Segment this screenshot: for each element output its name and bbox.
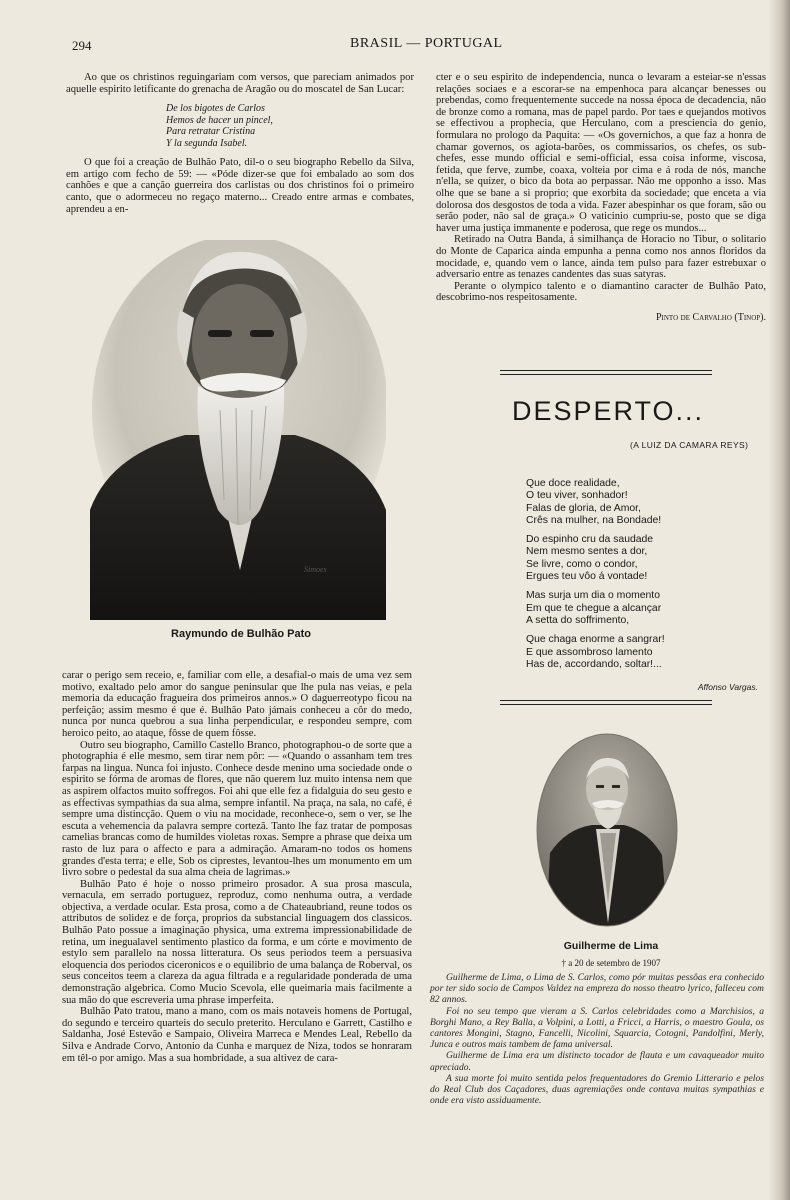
paragraph: Guilherme de Lima, o Lima de S. Carlos, como pór muitas pessôas era conhecido por ter sido socio de Campos Valdez na empreza do nosso theatro lyrico, falleceu com 82 annos. xyxy=(430,972,764,1006)
paragraph: Outro seu biographo, Camillo Castello Branco, photographou-o de sorte que a photographia é elle mesmo, sem tirar nem pôr: — «Quando o assanham tem tres farpas na lingua. Nunca foi injusto. Conhece desde menino uma sociedade onde o espirito se fórma de aromas de flores, que não querem luz muito intensa nem que as aspirem olfactos muito soffregos. Foi ahi que elle fez a fidalguia do seu gesto e as effectivas sympathias da sua alma, sempre infantil. Na praça, na sala, no café, é sempre uma distincção. Quem o viu na mocidade, reconhece-o, sem o ver, se lhe escuta a vehemencia da palavra sempre cortezã. Tanto lhe faz tratar de pomposas camelias brancas como de humildes violetas roxas. Sempre a phrase que deixa um rasto de luz para o affecto e para a admiração. Amaram-no todos os homens grandes d'esta terra; e elle, Sob os ciprestes, levantou-lhes um monumento em um livro sobre o pedestal da sua alma cheia de lagrimas.» xyxy=(62,739,412,879)
poem-line: Que chaga enorme a sangrar! xyxy=(526,634,665,646)
photo-guilherme-de-lima xyxy=(536,733,678,927)
poem-line: Em que te chegue a alcançar xyxy=(526,602,662,614)
poem-line: A setta do soffrimento, xyxy=(526,614,630,626)
poem-title: DESPERTO... xyxy=(512,396,705,426)
right-column-top xyxy=(436,72,766,323)
paragraph: Ao que os christinos reguingariam com versos, que pareciam animados por aquelle espirito letificante do grenacha de Aragão ou do moscatel de San Lucar: xyxy=(66,72,414,95)
page-number: 294 xyxy=(72,38,92,53)
spanish-verse xyxy=(166,103,414,149)
paragraph: Bulhão Pato tratou, mano a mano, com os mais notaveis homens de Portugal, do segundo e terceiro quarteis do seculo preterito. Herculano e Garrett, Castilho e Saldanha, José Estevão e Sampaio, Oliveira Marreca e Mendes Leal, Rebello da Silva e Andrade Corvo, Antonio da Cunha e marquez de Niza, todos se honraram em têl-o por amigo. Mas a sua hombridade, a sua altivez de cara- xyxy=(62,1006,412,1064)
obituary-date: † a 20 de setembro de 1907 xyxy=(561,958,661,968)
poem-stanza xyxy=(526,634,756,671)
poem-body xyxy=(526,478,756,678)
left-column-bottom xyxy=(62,670,412,1064)
poem-line: Nem mesmo sentes a dor, xyxy=(526,546,648,558)
portrait-caption: Raymundo de Bulhão Pato xyxy=(171,628,311,640)
section-divider xyxy=(500,370,712,375)
poem-author: Affonso Vargas. xyxy=(697,682,758,692)
poem-line: Crês na mulher, na Bondade! xyxy=(526,514,662,526)
poem-stanza xyxy=(526,534,756,583)
verse-line: De los bigotes de Carlos xyxy=(166,103,265,115)
poem-stanza xyxy=(526,478,756,527)
poem-line: Falas de gloria, de Amor, xyxy=(526,502,641,514)
obituary-name: Guilherme de Lima xyxy=(563,940,659,952)
poem-line: Que doce realidade, xyxy=(526,478,620,489)
running-title: BRASIL — PORTUGAL xyxy=(350,36,503,51)
poem-line: E que assombroso lamento xyxy=(526,646,653,658)
poem-line: O teu viver, sonhador! xyxy=(526,490,628,502)
section-divider xyxy=(500,700,712,705)
verse-line: Hemos de hacer un pincel, xyxy=(166,114,273,126)
svg-text:Simoes: Simoes xyxy=(304,565,327,574)
paragraph: carar o perigo sem receio, e, familiar com elle, a desafial-o mais de uma vez sem motivo, exaltado pelo amor do sangue peninsular que lhe pula nas veias, e pela memoria da educação fragueira dos primeiros annos.» O daguerreotypo ficou na perfeição; assim mesmo é que é. Bulhão Pato jámais conheceu a côr do medo, nunca por nunca quebrou a sua linha perpendicular, e respondeu sempre, com heroico peito, ao ataque, fôsse de quem fôsse. xyxy=(62,670,412,739)
verse-line: Para retratar Cristina xyxy=(166,126,256,138)
poem-line: Do espinho cru da saudade xyxy=(526,534,654,546)
page-header xyxy=(72,36,762,56)
paragraph: cter e o seu espirito de independencia, nunca o levaram a esteiar-se n'essas relações sociaes e a escorar-se na empenhoca para alcançar benesses ou prebendas, como frequentemente succede na nossa época de decadencia, não de bronze como a romana, mas de papel pardo. Por taes e quejandos motivos se effectivou a prophecia, que Herculano, com a presciencia do genio, formulara no prologo da Paquita: — «Os governichos, a que faz a honra de chamar governos, os agiota-barões, os commissarios, os chefes, os sub-chefes, esse mundo official e semi-official, essa coisa informe, viscosa, fetida, que ferve, zumbe, coaxa, volteia por cima e á roda de nós, manche n'ella, se quizer, o bico da bota ao perpassar. Não me opponho a isso. Mas olhe que se bane a si proprio; que exorbita da sociedade; que enceta a via dolorosa dos desgostos de toda a vida. Fazer abespinhar os que foram, são ou serão poder, não sal de graça.» O vaticinio cumpriu-se, posto que se diga haver uma justiça immanente e poderosa, que rege os mundos... xyxy=(436,72,766,234)
paragraph: Perante o olympico talento e o diamantino caracter de Bulhão Pato, descobrimo-nos respeitosamente. xyxy=(436,280,766,304)
paragraph: A sua morte foi muito sentida pelos frequentadores do Gremio Litterario e pelos do Real Club dos Caçadores, duas agremiações onde contava muitas sympathias e onde era visto assiduamente. xyxy=(430,1072,764,1107)
verse-line: Y la segunda Isabel. xyxy=(166,137,248,149)
poem-line: Mas surja um dia o momento xyxy=(526,590,660,602)
paragraph: Bulhão Pato é hoje o nosso primeiro prosador. A sua prosa mascula, vernacula, em serrado portuguez, reproduz, como nenhuma outra, a verdade objectiva, a verdade ocular. Esta prosa, como a de Chateaubriand, reune todos os attributos de solidez e de força, proprios da substancial linguagem dos classicos. Bulhão Pato possue a imaginação physica, uma extrema impressionabilidade de retina, um inegualavel sentimento plastico da forma, e um córte e movimento de estylo sem parallelo na nossa litteratura. Os seus periodos teem a persuasiva eloquencia dos periodos ciceronicos e o equilibrio de uma balança de Roberval, os seus conceitos teem a clareza da agua filtrada e a regularidade ponderada de uma demonstração algebrica. Como Mucio Scevola, elle queimaria mais facilmente a sua mão do que escreveria uma phrase imperfeita. xyxy=(62,878,412,1006)
left-column-top xyxy=(66,72,414,215)
paragraph: Retirado na Outra Banda, á similhança de Horacio no Tibur, o solitario do Monte de Caparica ainda empunha a penna como nos annos floridos da mocidade, e, quando vem o lance, ainda tem pulso para fazer estrebuxar o adversario entre as tenazes candentes das suas satyras. xyxy=(436,234,766,281)
obituary-text xyxy=(430,972,764,1106)
poem-stanza xyxy=(526,590,756,627)
poem-dedication: (A LUIZ DA CAMARA REYS) xyxy=(630,440,749,450)
paragraph: Guilherme de Lima era um distincto tocador de flauta e um cavaqueador muito apreciado. xyxy=(430,1050,764,1073)
portrait-bulhao-pato xyxy=(90,240,386,620)
article-signature: Pinto de Carvalho (Tinop). xyxy=(655,311,766,323)
poem-line: Has de, accordando, soltar!... xyxy=(526,658,662,670)
poem-line: Ergues teu vôo á vontade! xyxy=(526,571,648,583)
paragraph: O que foi a creação de Bulhão Pato, dil-o o seu biographo Rebello da Silva, em artigo com fecho de 59: — «Póde dizer-se que foi embalado ao som dos canhões e que a canção guerreira dos carlistas ou dos christinos foi o primeiro canto, que o adormeceu no regaço materno... Creado entre armas e combates, aprendeu a en- xyxy=(66,157,414,215)
paragraph: Foi no seu tempo que vieram a S. Carlos celebridades como a Marchisios, a Borghi Mano, a Rey Balla, a Volpini, a Lotti, a Fricci, a Harris, o maestro Goula, os cantores Mongini, Stagno, Fancelli, Nicolini, Squarcia, Cotogni, Pandolfini, Merly, Junca e outros mais tambem de fama universal. xyxy=(430,1005,764,1051)
book-spine-shadow xyxy=(768,0,790,1200)
poem-line: Se livre, como o condor, xyxy=(526,558,638,570)
